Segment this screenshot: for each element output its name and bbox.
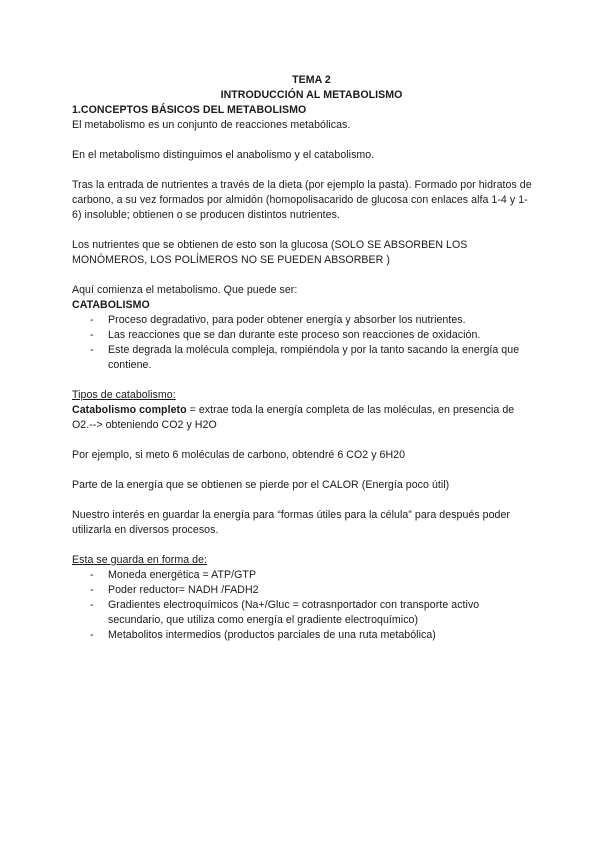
list-item: - Gradientes electroquímicos (Na+/Gluc = cotrasnportador con transporte activo secundario, que utiliza como energía el gradiente electroquímico) (90, 599, 480, 626)
doc-title: TEMA 2 (292, 74, 331, 86)
catabolismo-list (72, 313, 532, 373)
paragraph-nutrientes-dieta: Tras la entrada de nutrientes a través de la dieta (por ejemplo la pasta). Formado por hidratos de carbono, a su vez formados por almidón (homopolisacarido de glucosa con enlaces alfa 1-4 y 1-6) insoluble; obtienen o se producen distintos nutrientes. (72, 179, 532, 221)
list-item: - Moneda energética = ATP/GTP (90, 569, 257, 581)
dash-bullet: - (90, 599, 94, 611)
paragraph-ejemplo: Por ejemplo, si meto 6 moléculas de carbono, obtendré 6 CO2 y 6H20 (72, 449, 406, 461)
paragraph-interes: Nuestro interés en guardar la energía para “formas útiles para la célula” para después poder utilizarla en diversos procesos. (72, 509, 511, 536)
paragraph-glucosa: Los nutrientes que se obtienen de esto son la glucosa (SOLO SE ABSORBEN LOS MONÓMEROS, LOS POLÍMEROS NO SE PUEDEN ABSORBER ) (72, 239, 468, 266)
dash-bullet: - (90, 569, 94, 581)
list-item: - Proceso degradativo, para poder obtener energía y absorber los nutrientes. (90, 314, 466, 326)
list-item: - Metabolitos intermedios (productos parciales de una ruta metabólica) (90, 629, 436, 641)
completo-text: = extrae toda la energía completa de las moléculas, en presencia de O2.--> obteniendo CO2 y H2O (72, 404, 515, 431)
guarda-heading: Esta se guarda en forma de: (72, 554, 208, 566)
paragraph-anabolismo-catabolismo: En el metabolismo distinguimos el anabolismo y el catabolismo. (72, 149, 375, 161)
dash-bullet: - (90, 329, 94, 341)
paragraph-catabolismo-completo (72, 403, 532, 433)
dash-bullet: - (90, 314, 94, 326)
guarda-list (72, 568, 532, 643)
tipos-heading: Tipos de catabolismo: (72, 389, 176, 401)
list-item: - Las reacciones que se dan durante este proceso son reacciones de oxidación. (90, 329, 481, 341)
paragraph-definition: El metabolismo es un conjunto de reacciones metabólicas. (72, 119, 351, 131)
paragraph-calor: Parte de la energía que se obtienen se pierde por el CALOR (Energía poco útil) (72, 479, 450, 491)
catabolismo-heading: CATABOLISMO (72, 299, 150, 311)
dash-bullet: - (90, 584, 94, 596)
section-heading: 1.CONCEPTOS BÁSICOS DEL METABOLISMO (72, 104, 307, 116)
dash-bullet: - (90, 629, 94, 641)
dash-bullet: - (90, 344, 94, 356)
list-item: - Este degrada la molécula compleja, rompiéndola y por la tanto sacando la energía que contiene. (90, 344, 520, 371)
list-item: - Poder reductor= NADH /FADH2 (90, 584, 259, 596)
doc-subtitle: INTRODUCCIÓN AL METABOLISMO (220, 89, 403, 101)
completo-label: Catabolismo completo (72, 404, 187, 416)
paragraph-comienza: Aquí comienza el metabolismo. Que puede ser: (72, 284, 298, 296)
document-body (72, 73, 532, 643)
